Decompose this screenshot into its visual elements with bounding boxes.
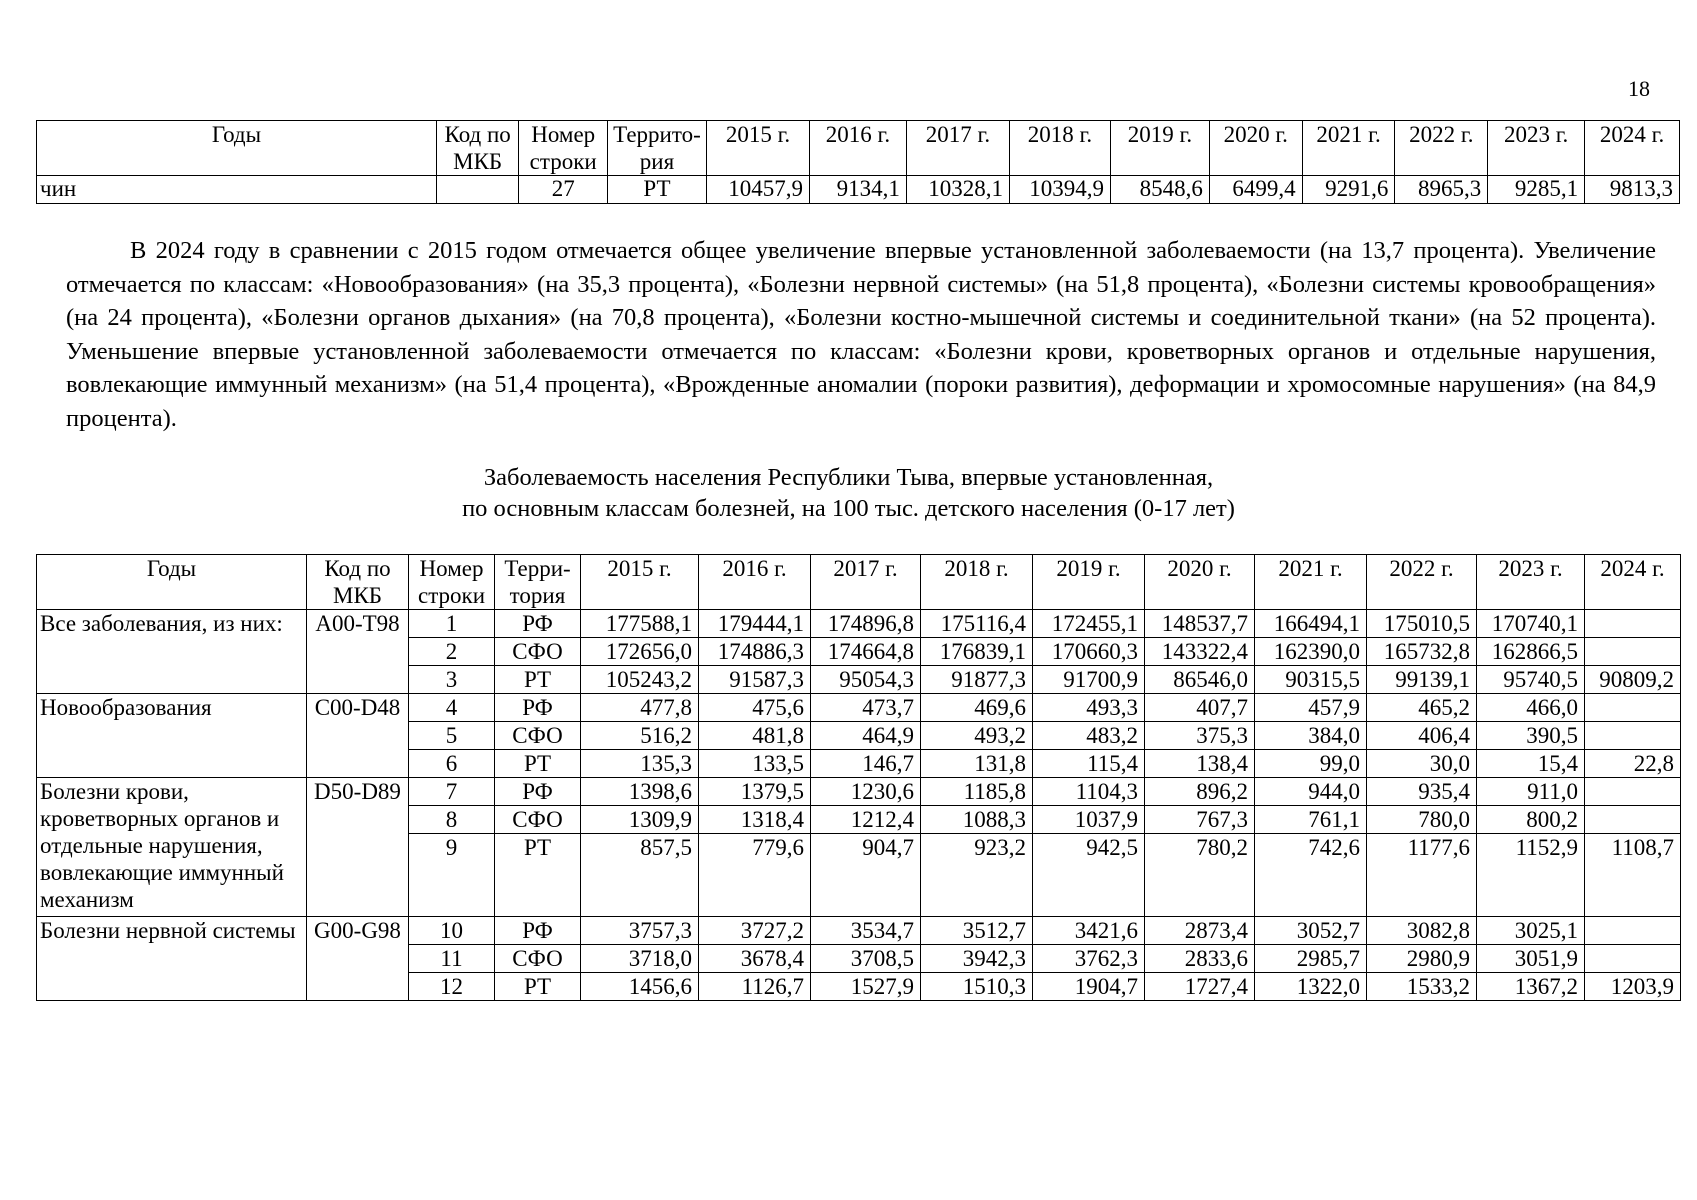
value-cell: 170740,1 (1477, 610, 1585, 638)
value-cell: 133,5 (699, 750, 811, 778)
value-cell: 904,7 (811, 834, 921, 917)
column-header: 2021 г. (1255, 555, 1367, 610)
column-header: 2017 г. (811, 555, 921, 610)
table-row (37, 778, 1681, 806)
value-cell: 390,5 (1477, 722, 1585, 750)
value-cell: 780,2 (1145, 834, 1255, 917)
table-row (37, 176, 1680, 204)
value-cell: 493,3 (1033, 694, 1145, 722)
value-cell: 9813,3 (1585, 176, 1680, 204)
disease-class: Болезни нервной системы (37, 917, 307, 1001)
territory: РФ (495, 778, 581, 806)
value-cell: 3942,3 (921, 945, 1033, 973)
icd-code: С00-D48 (307, 694, 409, 778)
value-cell: 30,0 (1367, 750, 1477, 778)
value-cell: 1037,9 (1033, 806, 1145, 834)
value-cell: 457,9 (1255, 694, 1367, 722)
value-cell: 90315,5 (1255, 666, 1367, 694)
territory: РФ (495, 610, 581, 638)
value-cell: 464,9 (811, 722, 921, 750)
line-number: 9 (409, 834, 495, 917)
value-cell: 176839,1 (921, 638, 1033, 666)
morbidity-table-header (37, 555, 1681, 610)
column-header: 2020 г. (1209, 121, 1302, 176)
value-cell: 1379,5 (699, 778, 811, 806)
territory: РТ (495, 834, 581, 917)
value-cell: 172455,1 (1033, 610, 1145, 638)
value-cell: 10394,9 (1009, 176, 1110, 204)
value-cell: 384,0 (1255, 722, 1367, 750)
line-number: 2 (409, 638, 495, 666)
value-cell: 146,7 (811, 750, 921, 778)
value-cell: 761,1 (1255, 806, 1367, 834)
value-cell: 162866,5 (1477, 638, 1585, 666)
value-cell: 1398,6 (581, 778, 699, 806)
value-cell: 1533,2 (1367, 973, 1477, 1001)
value-cell: 91700,9 (1033, 666, 1145, 694)
value-cell: 8548,6 (1110, 176, 1209, 204)
value-cell: 135,3 (581, 750, 699, 778)
value-cell (1585, 945, 1681, 973)
icd-code: D50-D89 (307, 778, 409, 917)
disease-class: Болезни крови, кроветворных органов и отдельные нарушения, вовлекающие иммунный механизм (37, 778, 307, 917)
value-cell: 3708,5 (811, 945, 921, 973)
value-cell: 166494,1 (1255, 610, 1367, 638)
value-cell: 115,4 (1033, 750, 1145, 778)
value-cell: 1104,3 (1033, 778, 1145, 806)
value-cell: 1322,0 (1255, 973, 1367, 1001)
territory: РФ (495, 917, 581, 945)
value-cell: 1510,3 (921, 973, 1033, 1001)
value-cell: 2980,9 (1367, 945, 1477, 973)
line-number: 27 (519, 176, 608, 204)
value-cell (1585, 778, 1681, 806)
value-cell: 105243,2 (581, 666, 699, 694)
disease-class: Новообразования (37, 694, 307, 778)
column-header: 2018 г. (1009, 121, 1110, 176)
value-cell: 2833,6 (1145, 945, 1255, 973)
value-cell (1585, 694, 1681, 722)
value-cell: 1727,4 (1145, 973, 1255, 1001)
value-cell: 3052,7 (1255, 917, 1367, 945)
value-cell: 475,6 (699, 694, 811, 722)
value-cell (1585, 722, 1681, 750)
territory: РТ (608, 176, 707, 204)
value-cell: 923,2 (921, 834, 1033, 917)
column-header: Террито-рия (608, 121, 707, 176)
column-header: 2016 г. (699, 555, 811, 610)
value-cell: 90809,2 (1585, 666, 1681, 694)
value-cell: 942,5 (1033, 834, 1145, 917)
value-cell: 3762,3 (1033, 945, 1145, 973)
column-header: Код по МКБ (436, 121, 518, 176)
body-paragraph: В 2024 году в сравнении с 2015 годом отмечается общее увеличение впервые установленной заболеваемости (на 13,7 процента). Увеличение отмечается по классам: «Новообразования» (на 35,3 процента), «Болезни нервной системы» (на 51,8 процента), «Болезни системы кровообращения» (на 24 процента), «Болезни органов дыхания» (на 70,8 процента), «Болезни костно-мышечной системы и соединительной ткани» (на 52 процента). Уменьшение впервые установленной заболеваемости отмечается по классам: «Болезни крови, кроветворных органов и отдельные нарушения, вовлекающие иммунный механизм» (на 51,4 процента), «Врожденные аномалии (пороки развития), деформации и хромосомные нарушения» (на 84,9 процента). (66, 237, 1656, 432)
column-header: Годы (37, 121, 437, 176)
value-cell: 2985,7 (1255, 945, 1367, 973)
value-cell: 9134,1 (810, 176, 907, 204)
column-header: 2019 г. (1033, 555, 1145, 610)
value-cell: 131,8 (921, 750, 1033, 778)
value-cell: 3421,6 (1033, 917, 1145, 945)
value-cell: 1108,7 (1585, 834, 1681, 917)
value-cell: 174896,8 (811, 610, 921, 638)
value-cell: 1152,9 (1477, 834, 1585, 917)
value-cell: 516,2 (581, 722, 699, 750)
value-cell: 1318,4 (699, 806, 811, 834)
value-cell (1585, 917, 1681, 945)
value-cell: 3082,8 (1367, 917, 1477, 945)
value-cell: 767,3 (1145, 806, 1255, 834)
row-label: чин (37, 176, 437, 204)
column-header: Годы (37, 555, 307, 610)
column-header: 2016 г. (810, 121, 907, 176)
value-cell: 469,6 (921, 694, 1033, 722)
value-cell: 375,3 (1145, 722, 1255, 750)
value-cell (1585, 806, 1681, 834)
territory: СФО (495, 806, 581, 834)
line-number: 12 (409, 973, 495, 1001)
value-cell: 407,7 (1145, 694, 1255, 722)
territory: СФО (495, 638, 581, 666)
value-cell: 857,5 (581, 834, 699, 917)
column-header: Терри-тория (495, 555, 581, 610)
column-header: 2015 г. (706, 121, 809, 176)
value-cell: 800,2 (1477, 806, 1585, 834)
value-cell: 9285,1 (1488, 176, 1585, 204)
column-header: 2019 г. (1110, 121, 1209, 176)
column-header: 2021 г. (1302, 121, 1395, 176)
territory: РТ (495, 750, 581, 778)
morbidity-table (36, 554, 1681, 1001)
territory: РФ (495, 694, 581, 722)
value-cell: 6499,4 (1209, 176, 1302, 204)
value-cell: 3025,1 (1477, 917, 1585, 945)
line-number: 1 (409, 610, 495, 638)
line-number: 6 (409, 750, 495, 778)
column-header: Номер строки (519, 121, 608, 176)
line-number: 5 (409, 722, 495, 750)
top-table (36, 120, 1680, 204)
territory: РТ (495, 666, 581, 694)
table-row (37, 694, 1681, 722)
column-header: Код по МКБ (307, 555, 409, 610)
value-cell: 175116,4 (921, 610, 1033, 638)
value-cell: 477,8 (581, 694, 699, 722)
value-cell: 3051,9 (1477, 945, 1585, 973)
table-caption (0, 462, 1697, 524)
value-cell: 143322,4 (1145, 638, 1255, 666)
value-cell: 473,7 (811, 694, 921, 722)
value-cell: 1527,9 (811, 973, 921, 1001)
value-cell: 170660,3 (1033, 638, 1145, 666)
value-cell: 779,6 (699, 834, 811, 917)
line-number: 11 (409, 945, 495, 973)
value-cell: 99,0 (1255, 750, 1367, 778)
value-cell: 91587,3 (699, 666, 811, 694)
line-number: 8 (409, 806, 495, 834)
value-cell: 15,4 (1477, 750, 1585, 778)
value-cell: 179444,1 (699, 610, 811, 638)
column-header: 2018 г. (921, 555, 1033, 610)
value-cell: 3512,7 (921, 917, 1033, 945)
value-cell: 162390,0 (1255, 638, 1367, 666)
value-cell: 10328,1 (906, 176, 1009, 204)
caption-line-2: по основным классам болезней, на 100 тыс. детского населения (0-17 лет) (462, 495, 1235, 522)
value-cell: 9291,6 (1302, 176, 1395, 204)
territory: СФО (495, 722, 581, 750)
value-cell: 177588,1 (581, 610, 699, 638)
value-cell: 911,0 (1477, 778, 1585, 806)
value-cell: 148537,7 (1145, 610, 1255, 638)
value-cell: 10457,9 (706, 176, 809, 204)
caption-line-1: Заболеваемость населения Республики Тыва, впервые установленная, (483, 464, 1214, 491)
value-cell: 172656,0 (581, 638, 699, 666)
value-cell: 3678,4 (699, 945, 811, 973)
column-header: 2024 г. (1585, 555, 1681, 610)
value-cell: 780,0 (1367, 806, 1477, 834)
line-number: 7 (409, 778, 495, 806)
value-cell: 91877,3 (921, 666, 1033, 694)
table-row (37, 917, 1681, 945)
value-cell: 1177,6 (1367, 834, 1477, 917)
column-header: 2023 г. (1477, 555, 1585, 610)
disease-class: Все заболевания, из них: (37, 610, 307, 694)
value-cell: 465,2 (1367, 694, 1477, 722)
value-cell: 174664,8 (811, 638, 921, 666)
value-cell: 86546,0 (1145, 666, 1255, 694)
value-cell: 1088,3 (921, 806, 1033, 834)
value-cell: 95740,5 (1477, 666, 1585, 694)
value-cell: 3757,3 (581, 917, 699, 945)
top-table-header (37, 121, 1680, 176)
value-cell: 1203,9 (1585, 973, 1681, 1001)
value-cell: 944,0 (1255, 778, 1367, 806)
value-cell (1585, 610, 1681, 638)
table-row (37, 610, 1681, 638)
icd-code: G00-G98 (307, 917, 409, 1001)
value-cell: 8965,3 (1395, 176, 1488, 204)
value-cell: 1212,4 (811, 806, 921, 834)
value-cell: 406,4 (1367, 722, 1477, 750)
value-cell: 935,4 (1367, 778, 1477, 806)
value-cell: 1309,9 (581, 806, 699, 834)
value-cell: 174886,3 (699, 638, 811, 666)
value-cell: 95054,3 (811, 666, 921, 694)
value-cell: 2873,4 (1145, 917, 1255, 945)
line-number: 4 (409, 694, 495, 722)
value-cell: 1456,6 (581, 973, 699, 1001)
value-cell: 742,6 (1255, 834, 1367, 917)
icd-code (436, 176, 518, 204)
value-cell: 466,0 (1477, 694, 1585, 722)
value-cell: 3727,2 (699, 917, 811, 945)
territory: РТ (495, 973, 581, 1001)
territory: СФО (495, 945, 581, 973)
column-header: 2024 г. (1585, 121, 1680, 176)
value-cell: 1904,7 (1033, 973, 1145, 1001)
value-cell: 896,2 (1145, 778, 1255, 806)
value-cell: 175010,5 (1367, 610, 1477, 638)
icd-code: А00-Т98 (307, 610, 409, 694)
column-header: 2022 г. (1395, 121, 1488, 176)
page-number: 18 (1628, 76, 1650, 101)
value-cell: 1230,6 (811, 778, 921, 806)
value-cell: 493,2 (921, 722, 1033, 750)
line-number: 3 (409, 666, 495, 694)
value-cell: 481,8 (699, 722, 811, 750)
value-cell: 138,4 (1145, 750, 1255, 778)
value-cell: 1367,2 (1477, 973, 1585, 1001)
value-cell: 483,2 (1033, 722, 1145, 750)
column-header: Номер строки (409, 555, 495, 610)
column-header: 2022 г. (1367, 555, 1477, 610)
column-header: 2015 г. (581, 555, 699, 610)
value-cell: 1185,8 (921, 778, 1033, 806)
value-cell (1585, 638, 1681, 666)
column-header: 2017 г. (906, 121, 1009, 176)
value-cell: 22,8 (1585, 750, 1681, 778)
value-cell: 99139,1 (1367, 666, 1477, 694)
value-cell: 3534,7 (811, 917, 921, 945)
line-number: 10 (409, 917, 495, 945)
value-cell: 165732,8 (1367, 638, 1477, 666)
column-header: 2023 г. (1488, 121, 1585, 176)
value-cell: 3718,0 (581, 945, 699, 973)
column-header: 2020 г. (1145, 555, 1255, 610)
value-cell: 1126,7 (699, 973, 811, 1001)
